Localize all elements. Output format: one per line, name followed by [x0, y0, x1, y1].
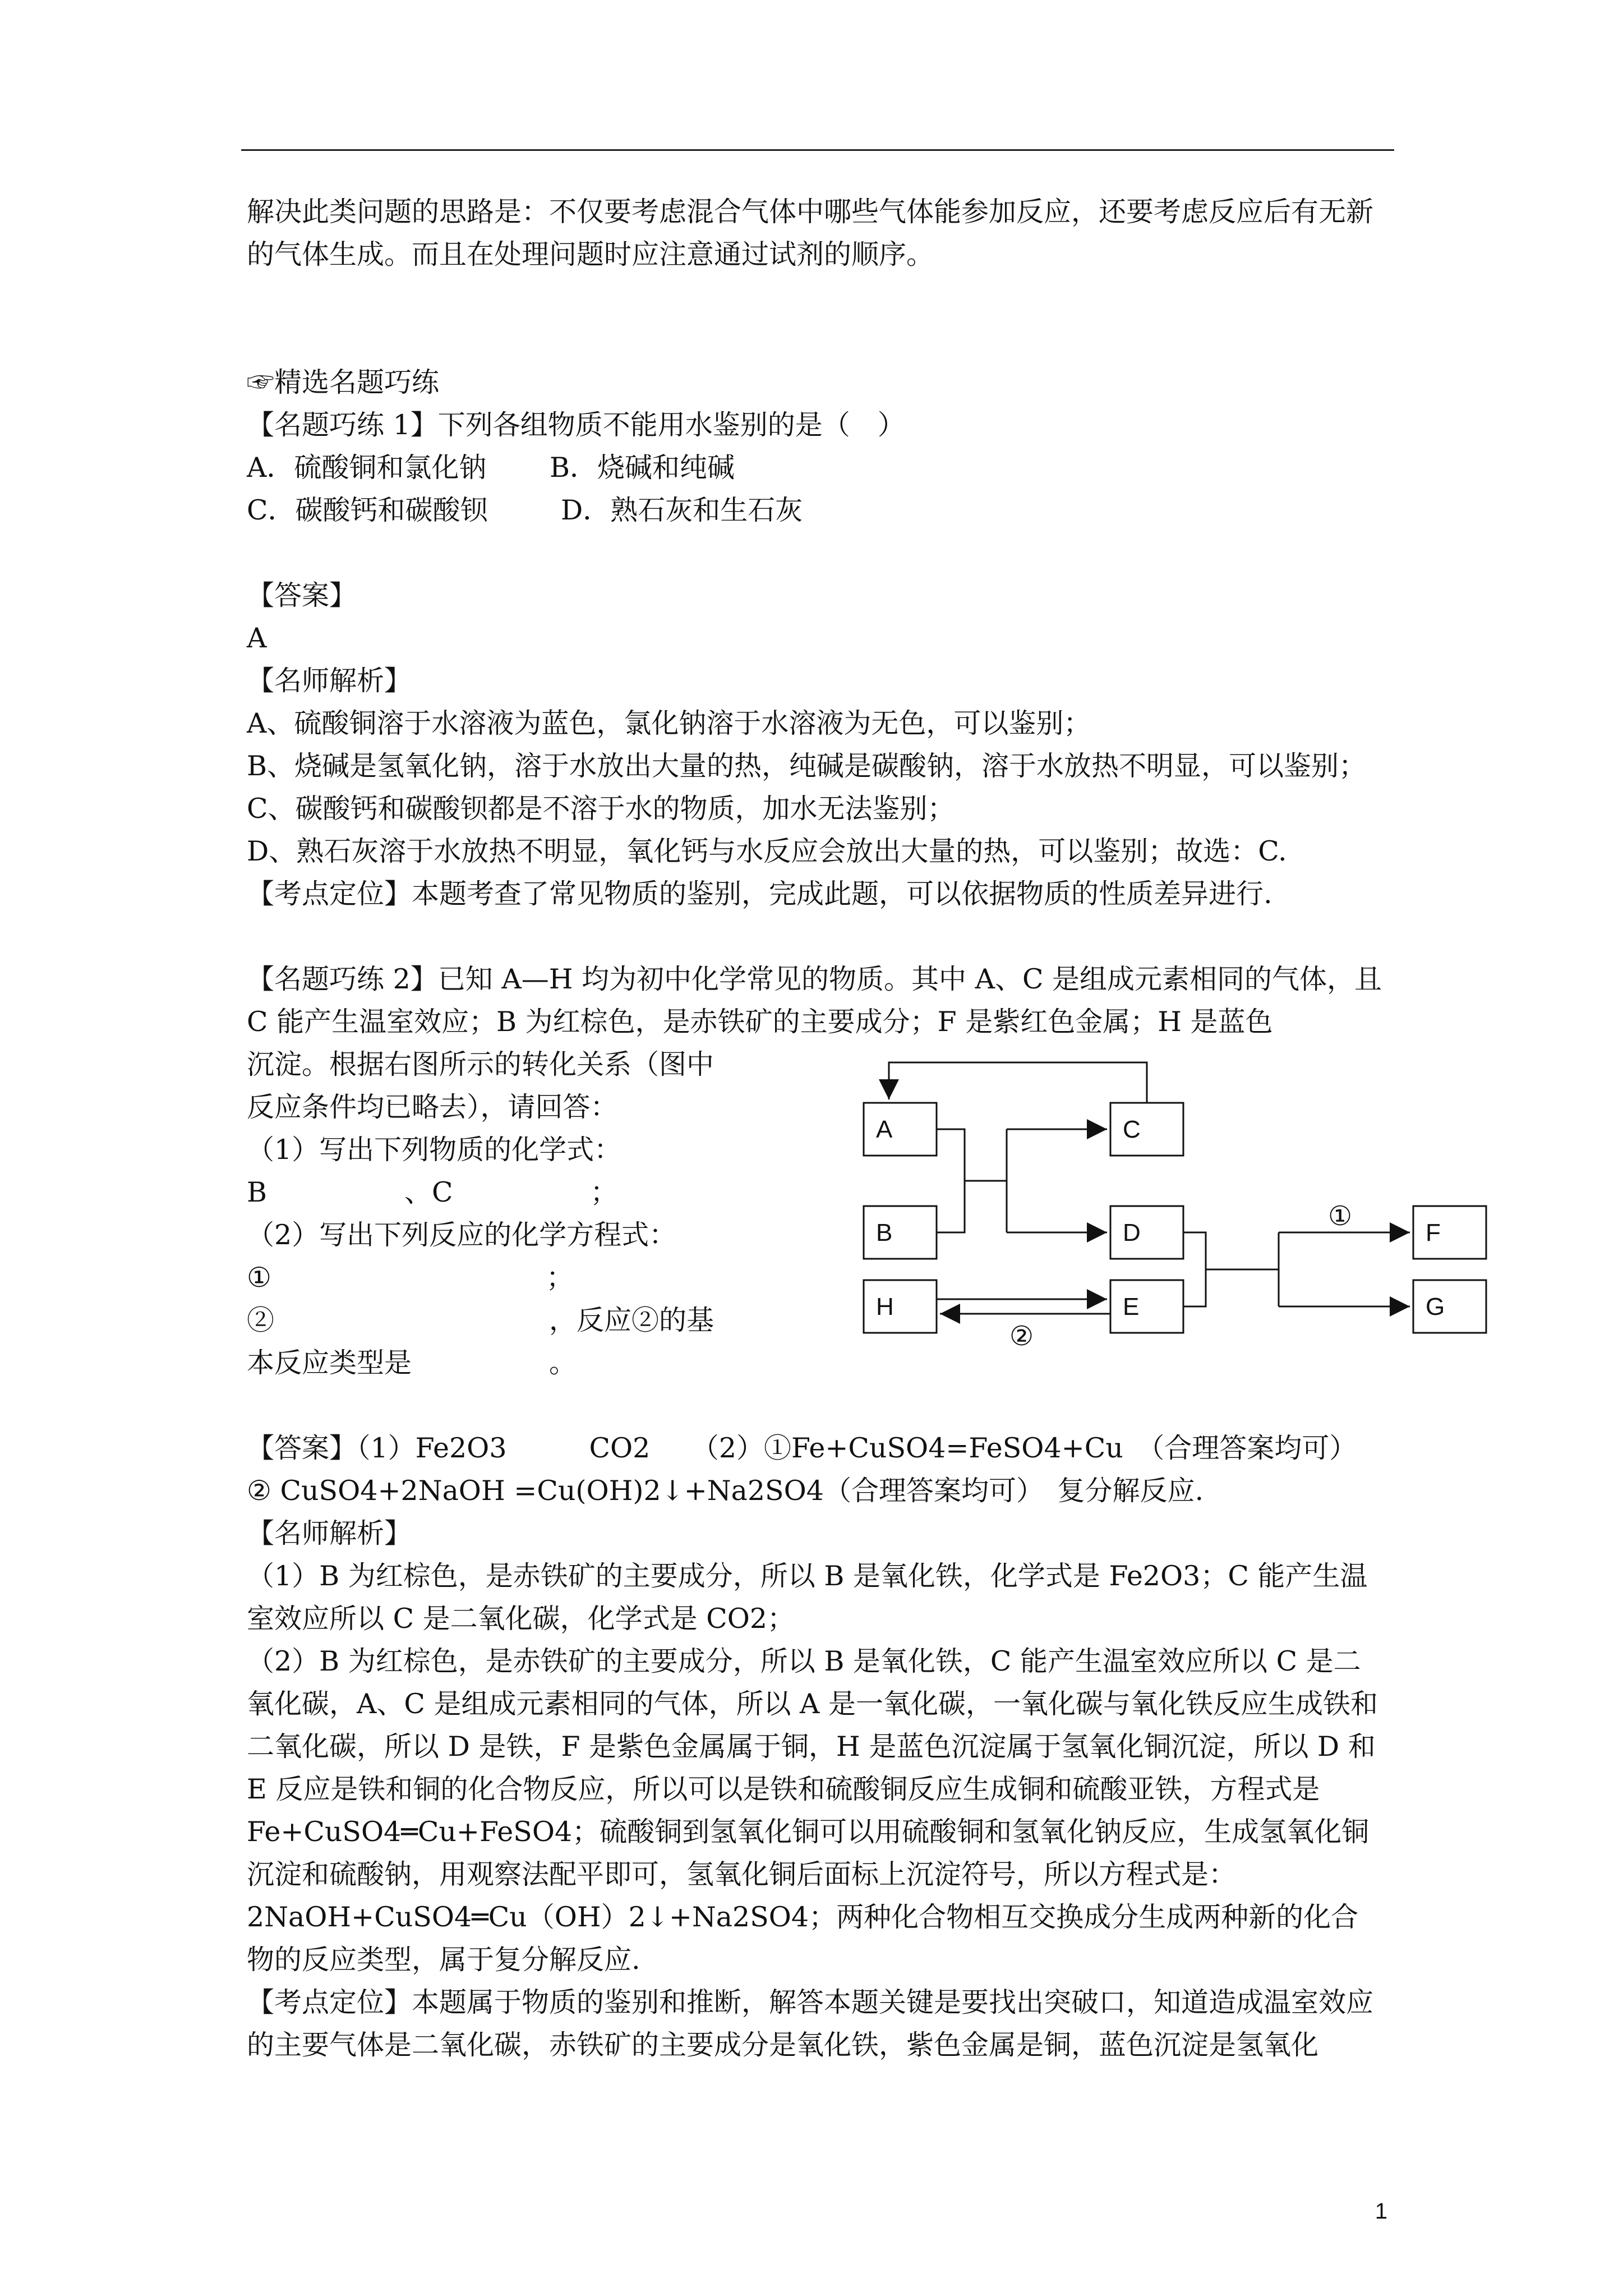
q2-line: B 、C ；	[247, 1176, 618, 1208]
q2-line: （2）写出下列反应的化学方程式：	[247, 1219, 677, 1251]
header-rule	[241, 149, 1394, 151]
box-c	[1110, 1103, 1183, 1156]
q1-analysis-b: B、烧碱是氢氧化钠，溶于水放出大量的热，纯碱是碳酸钠，溶于水放热不明显，可以鉴别；	[247, 750, 1367, 782]
section-title: ☞精选名题巧练	[247, 366, 440, 398]
mark-2: ②	[1009, 1320, 1034, 1352]
q1-stem: 【名题巧练 1】下列各组物质不能用水鉴别的是（ ）	[247, 409, 905, 441]
box-f	[1413, 1206, 1486, 1259]
label-h: H	[876, 1293, 894, 1320]
q1-option-b: B．烧碱和纯碱	[550, 452, 735, 484]
label-c: C	[1123, 1116, 1141, 1143]
q1-analysis-label: 【名师解析】	[247, 665, 412, 697]
q2-analysis-2: （2）B 为红棕色，是赤铁矿的主要成分，所以 B 是氧化铁，C 能产生温室效应所以 C 是二氧化碳，A、C 是组成元素相同的气体，所以 A 是一氧化碳，一氧化碳与氧化铁反应生成铁和二氧化碳，所以 D 是铁，F 是紫色金属属于铜，H 是蓝色沉淀属于氢氧化铜沉淀，所以 D 和 E 反应是铁和铜的化合物反应，所以可以是铁和硫酸铜反应生成铜和硫酸亚铁，方程式是 Fe+CuSO4═Cu+FeSO4；硫酸铜到氢氧化铜可以用硫酸铜和氢氧化钠反应，生成氢氧化铜沉淀和硫酸钠，用观察法配平即可，氢氧化铜后面标上沉淀符号，所以方程式是：2NaOH+CuSO4═Cu（OH）2↓+Na2SO4；两种化合物相互交换成分生成两种新的化合物的反应类型，属于复分解反应.	[247, 1645, 1378, 1976]
q1-answer-label: 【答案】	[247, 579, 357, 611]
q1-option-c: C．碳酸钙和碳酸钡	[247, 494, 488, 526]
q1-analysis-a: A、硫酸铜溶于水溶液为蓝色，氯化钠溶于水溶液为无色，可以鉴别；	[247, 707, 1091, 739]
q1-options-row2	[247, 489, 1385, 532]
q1-analysis-c: C、碳酸钙和碳酸钡都是不溶于水的物质，加水无法鉴别；	[247, 793, 955, 825]
q2-line: 反应条件均已略去），请回答：	[247, 1091, 618, 1123]
label-a: A	[876, 1116, 893, 1143]
q2-left-column	[247, 1043, 751, 1384]
q2-point: 【考点定位】本题属于物质的鉴别和推断，解答本题关键是要找出突破口，知道造成温室效应的主要气体是二氧化碳，赤铁矿的主要成分是氧化铁，紫色金属是铜，蓝色沉淀是氢氧化	[247, 1986, 1374, 2061]
label-d: D	[1123, 1219, 1141, 1246]
box-d	[1110, 1206, 1183, 1259]
q1-option-d: D．熟石灰和生石灰	[561, 494, 803, 526]
q2-line: 沉淀。根据右图所示的转化关系（图中	[247, 1048, 714, 1080]
box-a	[864, 1103, 937, 1156]
q2-line: 本反应类型是 。	[247, 1347, 577, 1379]
q2-block	[247, 958, 1445, 1384]
q2-analysis-1: （1）B 为红棕色，是赤铁矿的主要成分，所以 B 是氧化铁，化学式是 Fe2O3；C 能产生温室效应所以 C 是二氧化碳，化学式是 CO2；	[247, 1560, 1368, 1635]
q2-answer-line1: 【答案】（1）Fe2O3 CO2 （2）①Fe+CuSO4=FeSO4+Cu （合理答案均可）	[247, 1432, 1357, 1464]
box-h	[864, 1280, 937, 1333]
mark-1: ①	[1328, 1200, 1353, 1232]
q1-analysis-d: D、熟石灰溶于水放热不明显，氧化钙与水反应会放出大量的热，可以鉴别；故选：C.	[247, 835, 1287, 867]
q1-point: 【考点定位】本题考查了常见物质的鉴别，完成此题，可以依据物质的性质差异进行.	[247, 878, 1272, 910]
box-g	[1413, 1280, 1486, 1333]
q2-stem: 【名题巧练 2】已知 A—H 均为初中化学常见的物质。其中 A、C 是组成元素相同的气体，且 C 能产生温室效应；B 为红棕色，是赤铁矿的主要成分；F 是紫红色金属；H 是蓝色	[247, 963, 1382, 1038]
label-g: G	[1426, 1293, 1445, 1320]
label-b: B	[876, 1219, 893, 1246]
conversion-diagram	[852, 1038, 1615, 1352]
intro-paragraph: 解决此类问题的思路是：不仅要考虑混合气体中哪些气体能参加反应，还要考虑反应后有无新的气体生成。而且在处理问题时应注意通过试剂的顺序。	[247, 196, 1374, 270]
q1-options-row1	[247, 447, 1385, 489]
page-body	[247, 191, 1445, 2067]
label-e: E	[1123, 1293, 1140, 1320]
q2-line: （1）写出下列物质的化学式：	[247, 1134, 622, 1166]
q2-answer-line2: ② CuSO4+2NaOH =Cu(OH)2↓+Na2SO4（合理答案均可） 复分解反应.	[247, 1475, 1204, 1507]
label-f: F	[1426, 1219, 1441, 1246]
q2-line: ② ，反应②的基	[247, 1304, 714, 1336]
page-number: 1	[1375, 2199, 1387, 2224]
q2-analysis-label: 【名师解析】	[247, 1517, 412, 1549]
q2-line: ① ；	[247, 1262, 574, 1294]
q1-answer: A	[247, 622, 267, 654]
q1-option-a: A．硫酸铜和氯化钠	[247, 452, 487, 484]
box-e	[1110, 1280, 1183, 1333]
box-b	[864, 1206, 937, 1259]
